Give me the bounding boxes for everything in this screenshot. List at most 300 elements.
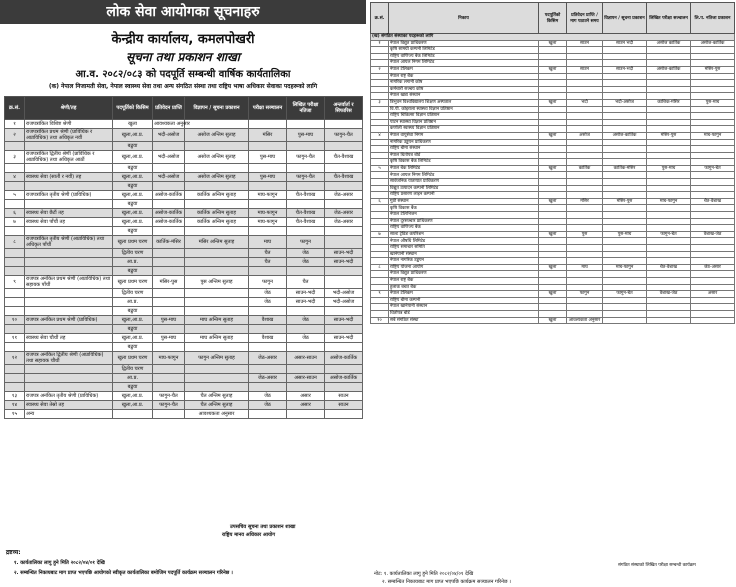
row-sn (5, 227, 25, 236)
row-type: बढुवा (113, 307, 153, 316)
row-advert (603, 86, 647, 93)
row-body: नेपाल टेलिकम (389, 66, 539, 73)
row-sn (5, 365, 25, 374)
col-type: पदपूर्तिको किसिम (539, 3, 567, 34)
row-exam (249, 120, 287, 129)
row-request: असोज-कार्तिक (153, 209, 185, 218)
row-interview (325, 120, 363, 129)
row-level: राजपत्रांकित विशिष्ट श्रेणी (25, 120, 113, 129)
row-type (539, 297, 567, 304)
table-row (371, 218, 735, 225)
table-row (5, 129, 363, 142)
row-advert (603, 126, 647, 133)
row-request (567, 93, 603, 100)
col-interview: अन्तर्वार्ता र सिफारिस (325, 97, 363, 120)
col-result: लि.प. नतिजा प्रकाशन (691, 3, 735, 34)
row-exam (647, 126, 691, 133)
row-sn: ४ (371, 132, 389, 139)
row-exam: वैशाख (249, 334, 287, 343)
row-type (539, 179, 567, 186)
row-interview (325, 410, 363, 419)
row-advert (603, 185, 647, 192)
table-row (5, 236, 363, 249)
row-interview: भदौ-असोज (325, 289, 363, 298)
row-request (567, 192, 603, 199)
row-result (691, 284, 735, 291)
row-sn (371, 146, 389, 153)
table-row (5, 410, 363, 419)
row-type: बढुवा (113, 343, 153, 352)
row-body: वि.पी. कोइराला स्वास्थ्य विज्ञान प्रतिष्ठान (389, 106, 539, 113)
row-type (539, 60, 567, 67)
row-sn (371, 179, 389, 186)
table-row (371, 99, 735, 106)
row-interview: जेठ-असार (325, 191, 363, 200)
row-request (567, 139, 603, 146)
row-advert: साउन-भदौ (603, 66, 647, 73)
row-level (25, 343, 113, 352)
row-result (287, 307, 325, 316)
row-sn: ५ (371, 165, 389, 172)
table-row (371, 277, 735, 284)
row-advert: साउन भदौ (603, 40, 647, 47)
row-advert (185, 267, 249, 276)
row-exam: जेठ (249, 289, 287, 298)
row-request: असोज-कार्तिक (153, 218, 185, 227)
row-advert (603, 317, 647, 324)
row-type (539, 304, 567, 311)
row-exam (647, 53, 691, 60)
row-request (567, 238, 603, 245)
row-type: खुला,आ.प्र. (113, 334, 153, 343)
row-result: चैत (287, 276, 325, 289)
row-advert: कार्तिक अन्तिम सुताह (185, 209, 249, 218)
table-row (5, 325, 363, 334)
col-exam: लिखित परीक्षा सञ्चालन (647, 3, 691, 34)
row-type: खुला,आ.प्र. (113, 218, 153, 227)
row-request: माघ-फागुन (153, 352, 185, 365)
row-result (691, 179, 735, 186)
row-exam (647, 238, 691, 245)
row-level: राजपत्र अनंकित तृतीय श्रेणी (प्राविधिक) (25, 392, 113, 401)
row-exam (647, 172, 691, 179)
col-type: पदपूर्तिको किसिम (113, 97, 153, 120)
row-level: अन्य (25, 410, 113, 419)
row-body: राष्ट्रिय योजना आयोग (389, 264, 539, 271)
row-exam (647, 251, 691, 258)
row-result: चैत-वैशाख (287, 218, 325, 227)
row-result (691, 251, 735, 258)
row-sn: ६ (371, 198, 389, 205)
row-interview: साउन-भदौ (325, 258, 363, 267)
row-result (691, 73, 735, 80)
row-type: द्वितीय चरण (113, 249, 153, 258)
row-body: कृषि सामग्री कम्पनी लिमिटेड (389, 47, 539, 54)
row-sn (371, 53, 389, 60)
row-advert (603, 304, 647, 311)
row-sn (5, 164, 25, 173)
row-request: कार्तिक (567, 165, 603, 172)
row-type: खुला,आ.प्र. (113, 392, 153, 401)
right-note-2: २. सम्बन्धित निकायबाट माग प्राप्त भएपछि कार्यक्रम सञ्चालन गरिनेछ । (382, 579, 511, 585)
row-sn: ८ (371, 264, 389, 271)
table-row (5, 209, 363, 218)
row-advert: पुस-माघ (603, 231, 647, 238)
row-sn: १ (5, 120, 25, 129)
row-interview: असोज-कार्तिक (325, 374, 363, 383)
row-request: असोज-कार्तिक (153, 191, 185, 200)
row-level (25, 258, 113, 267)
row-exam (647, 304, 691, 311)
note-2: २. सम्बन्धित निकायबाट माग प्राप्त भएपछि आयोगको स्वीकृत कार्यतालिका बमोजिम पदपूर्ति कार्यक्रम सञ्चालन गरिनेछ । (14, 570, 233, 576)
row-exam (647, 47, 691, 54)
row-body: नागरिक उड्डयन प्राधिकरण (389, 139, 539, 146)
row-exam (647, 86, 691, 93)
row-sn (371, 185, 389, 192)
row-body: कर्मचारी सञ्चय कोष (389, 86, 539, 93)
row-result: फागुन (287, 236, 325, 249)
row-result (691, 258, 735, 265)
row-request (567, 159, 603, 166)
row-advert (185, 182, 249, 191)
row-level (25, 307, 113, 316)
row-level: राजपत्रांकित द्वितीय श्रेणी (प्राविधिक र अप्राविधिक) तथा अधिकृत आठौं (25, 151, 113, 164)
row-sn: १३ (5, 392, 25, 401)
row-advert (603, 310, 647, 317)
row-request (567, 185, 603, 192)
row-type (539, 284, 567, 291)
row-advert: भदौ-असोज (603, 99, 647, 106)
table-row (371, 113, 735, 120)
row-exam (249, 383, 287, 392)
table-row (5, 164, 363, 173)
row-exam (647, 192, 691, 199)
row-advert (603, 271, 647, 278)
row-level (25, 200, 113, 209)
row-body: नेपाल राष्ट्र बैंक (389, 73, 539, 80)
row-body: नेपाल आयल निगम लिमिटेड (389, 172, 539, 179)
row-advert (603, 297, 647, 304)
row-level: राजपत्रांकित तृतीय श्रेणी (अप्राविधिक) तथा अधिकृत पाँचौं (25, 236, 113, 249)
row-result: असार (287, 392, 325, 401)
table-row (5, 267, 363, 276)
row-advert (185, 374, 249, 383)
col-sn: क्र.सं. (371, 3, 389, 34)
row-exam: मंसिर-पुस (647, 132, 691, 139)
row-sn: ७ (371, 231, 389, 238)
row-advert: असोज अन्तिम सुताह (185, 151, 249, 164)
row-level (25, 249, 113, 258)
table-row (5, 191, 363, 200)
row-request (567, 284, 603, 291)
row-type: खुला,आ.प्र. (113, 191, 153, 200)
row-request (567, 271, 603, 278)
row-type: बढुवा (113, 325, 153, 334)
row-result: वैशाख-जेठ (691, 231, 735, 238)
table-row (5, 200, 363, 209)
row-result: जेठ (287, 258, 325, 267)
table-row (371, 304, 735, 311)
row-interview (325, 182, 363, 191)
row-exam: वैशाख (249, 316, 287, 325)
row-exam (249, 142, 287, 151)
row-type: द्वितीय चरण (113, 365, 153, 374)
table-row (371, 106, 735, 113)
table-row (371, 297, 735, 304)
row-request (153, 258, 185, 267)
row-interview: भदौ-असोज (325, 298, 363, 307)
row-type (539, 258, 567, 265)
row-sn (5, 298, 25, 307)
row-exam (647, 80, 691, 87)
row-result: फागुन-चैत (287, 173, 325, 182)
row-advert (603, 251, 647, 258)
row-exam: जेठ (249, 392, 287, 401)
row-request: भदौ (567, 99, 603, 106)
row-type: खुला,आ.प्र. (113, 316, 153, 325)
row-request (567, 297, 603, 304)
row-request (153, 227, 185, 236)
row-result (691, 212, 735, 219)
schedule-subtitle: (क) नेपाल निजामती सेवा, नेपाल स्वास्थ्य सेवा तथा अन्य संगठित संस्था तथा राष्ट्रिय भाषा अधिकार सेवाका पदहरूको लागि (48, 83, 318, 90)
row-exam (249, 410, 287, 419)
row-request (153, 200, 185, 209)
row-request (567, 53, 603, 60)
row-result (691, 304, 735, 311)
row-result: असार-साउन (287, 374, 325, 383)
row-type: आ.प्र. (113, 374, 153, 383)
row-sn (5, 307, 25, 316)
row-advert: चैत अन्तिम सुताह (185, 392, 249, 401)
row-result (287, 142, 325, 151)
table-row (371, 66, 735, 73)
row-exam (249, 365, 287, 374)
row-exam (647, 310, 691, 317)
row-result (691, 53, 735, 60)
row-body: गुठी संस्थान (389, 198, 539, 205)
row-type: आ.प्र. (113, 298, 153, 307)
table-row (371, 86, 735, 93)
table-row (5, 316, 363, 325)
row-advert: आवश्यकता अनुसार (185, 410, 249, 419)
row-advert (603, 277, 647, 284)
row-sn (5, 200, 25, 209)
row-result (691, 205, 735, 212)
row-sn: ८ (5, 236, 25, 249)
table-row (371, 185, 735, 192)
table-row (5, 227, 363, 236)
row-type (539, 93, 567, 100)
row-request: आवश्यकता अनुसार (567, 317, 603, 324)
row-request: फागुन-चैत (153, 392, 185, 401)
row-advert (185, 249, 249, 258)
row-level (25, 383, 113, 392)
col-level: श्रेणी/तह (25, 97, 113, 120)
row-request (567, 172, 603, 179)
row-exam: माघ-फागुन (249, 218, 287, 227)
row-exam (647, 185, 691, 192)
row-body: कर्णाली स्वास्थ्य विज्ञान प्रतिष्ठान (389, 126, 539, 133)
row-level (25, 142, 113, 151)
row-advert (185, 383, 249, 392)
row-sn (371, 192, 389, 199)
row-type (539, 86, 567, 93)
row-sn (371, 310, 389, 317)
row-type: खुला (539, 99, 567, 106)
row-sn (371, 172, 389, 179)
row-exam (249, 307, 287, 316)
row-type (539, 245, 567, 252)
signature-line-2: राष्ट्रिय मानव अधिकार आयोग (222, 532, 276, 538)
row-exam (249, 325, 287, 334)
row-body: राष्ट्रिय वाणिज्य बैंक (389, 225, 539, 232)
row-request (153, 383, 185, 392)
row-sn (371, 86, 389, 93)
table-row (371, 80, 735, 87)
row-result (287, 200, 325, 209)
row-body: नेपाल खानेपानी संस्थान (389, 304, 539, 311)
row-exam (647, 60, 691, 67)
row-result (287, 120, 325, 129)
row-body: खानेपानी संस्थान (389, 251, 539, 258)
row-result: असार (287, 401, 325, 410)
row-advert: असोज अन्तिम सुताह (185, 173, 249, 182)
row-exam (647, 93, 691, 100)
row-exam: कात्तिक-मंसिर (647, 99, 691, 106)
row-result (691, 139, 735, 146)
row-sn: २ (371, 66, 389, 73)
table-row (5, 182, 363, 191)
row-type: बढुवा (113, 142, 153, 151)
row-body: राष्ट्रिय वाणिज्य बैंक लिमिटेड (389, 53, 539, 60)
row-type: खुला प्रथम चरण (113, 236, 153, 249)
table-row (5, 289, 363, 298)
row-type (539, 271, 567, 278)
row-request: मंसिर-पुस (153, 276, 185, 289)
row-result (691, 113, 735, 120)
row-interview: फागुन-चैत (325, 129, 363, 142)
row-type (539, 152, 567, 159)
row-type: खुला,आ.प्र. (113, 401, 153, 410)
row-level (25, 298, 113, 307)
row-result (287, 343, 325, 352)
row-advert (603, 106, 647, 113)
row-advert (185, 325, 249, 334)
row-type: खुला,आ.प्र. (113, 209, 153, 218)
row-exam: जेठ (249, 401, 287, 410)
row-type: खुला (539, 264, 567, 271)
row-advert (603, 172, 647, 179)
row-level: राजपत्रांकित तृतीय श्रेणी (प्राविधिक) (25, 191, 113, 200)
row-exam: चैत-वैशाख (647, 264, 691, 271)
row-sn: ४ (5, 173, 25, 182)
row-type (539, 106, 567, 113)
row-type (539, 80, 567, 87)
section-title: (ख) संगठित संस्थाका पदहरूको लागि (371, 34, 735, 41)
row-type: खुला प्रथम चरण (113, 352, 153, 365)
row-type: बढुवा (113, 200, 153, 209)
row-advert (603, 205, 647, 212)
row-result (691, 106, 735, 113)
row-type (539, 53, 567, 60)
row-request: पुस-माघ (153, 316, 185, 325)
row-type: बढुवा (113, 182, 153, 191)
row-advert (185, 289, 249, 298)
row-exam: जेठ-असार (249, 352, 287, 365)
row-level (25, 289, 113, 298)
row-result: असार-साउन (287, 352, 325, 365)
row-advert (603, 47, 647, 54)
row-request (153, 325, 185, 334)
table-row (371, 251, 735, 258)
row-body: धितोपत्र बोर्ड (389, 310, 539, 317)
row-type (539, 277, 567, 284)
row-advert: मंसिर-पुस (603, 198, 647, 205)
row-sn (5, 258, 25, 267)
row-exam: फागुन-चैत (647, 231, 691, 238)
row-result (691, 80, 735, 87)
row-body: नेपाल बैंक लिमिटेड (389, 165, 539, 172)
table-row (5, 258, 363, 267)
row-level (25, 374, 113, 383)
row-body: साल्ट ट्रेडिङ कर्पोरेशन (389, 231, 539, 238)
row-exam (249, 343, 287, 352)
row-advert (603, 179, 647, 186)
row-result (287, 365, 325, 374)
right-footer-note: संगठित संस्थाको लिखित परीक्षा सम्बन्धी कार्यक्रम (618, 563, 696, 568)
row-result: असार (691, 291, 735, 298)
row-request (153, 298, 185, 307)
row-level: स्वास्थ्य सेवा (सातौं र नवौं) तह (25, 173, 113, 182)
col-result: लिखित परीक्षा नतिजा (287, 97, 325, 120)
row-result (691, 218, 735, 225)
table-row (5, 343, 363, 352)
row-sn: ११ (5, 334, 25, 343)
table-row (371, 212, 735, 219)
row-interview (325, 325, 363, 334)
row-result (287, 325, 325, 334)
row-type: बढुवा (113, 164, 153, 173)
table-row (5, 218, 363, 227)
row-level: स्वास्थ्य सेवा छैटौं तह (25, 209, 113, 218)
right-table-header (371, 3, 735, 34)
row-sn (371, 126, 389, 133)
row-result (691, 159, 735, 166)
row-body: राष्ट्रिय बीमा संस्थान (389, 146, 539, 153)
table-row (371, 146, 735, 153)
row-advert (185, 343, 249, 352)
row-request (567, 310, 603, 317)
row-result (287, 267, 325, 276)
row-exam (249, 227, 287, 236)
row-advert (603, 225, 647, 232)
row-body: सबै संगठित संस्था (389, 317, 539, 324)
row-level (25, 365, 113, 374)
row-interview: साउन (325, 392, 363, 401)
row-request: साउन (567, 66, 603, 73)
row-sn (371, 47, 389, 54)
row-advert (185, 200, 249, 209)
row-body: नेपाल टेलिकम (389, 291, 539, 298)
row-body: राष्ट्रिय बीमा कम्पनी (389, 297, 539, 304)
row-type: खुला (539, 198, 567, 205)
table-row (371, 165, 735, 172)
row-request: फागुन (567, 291, 603, 298)
row-result (287, 410, 325, 419)
table-row (5, 307, 363, 316)
row-body: कृषि विकास बैंक (389, 205, 539, 212)
table-row (371, 179, 735, 186)
